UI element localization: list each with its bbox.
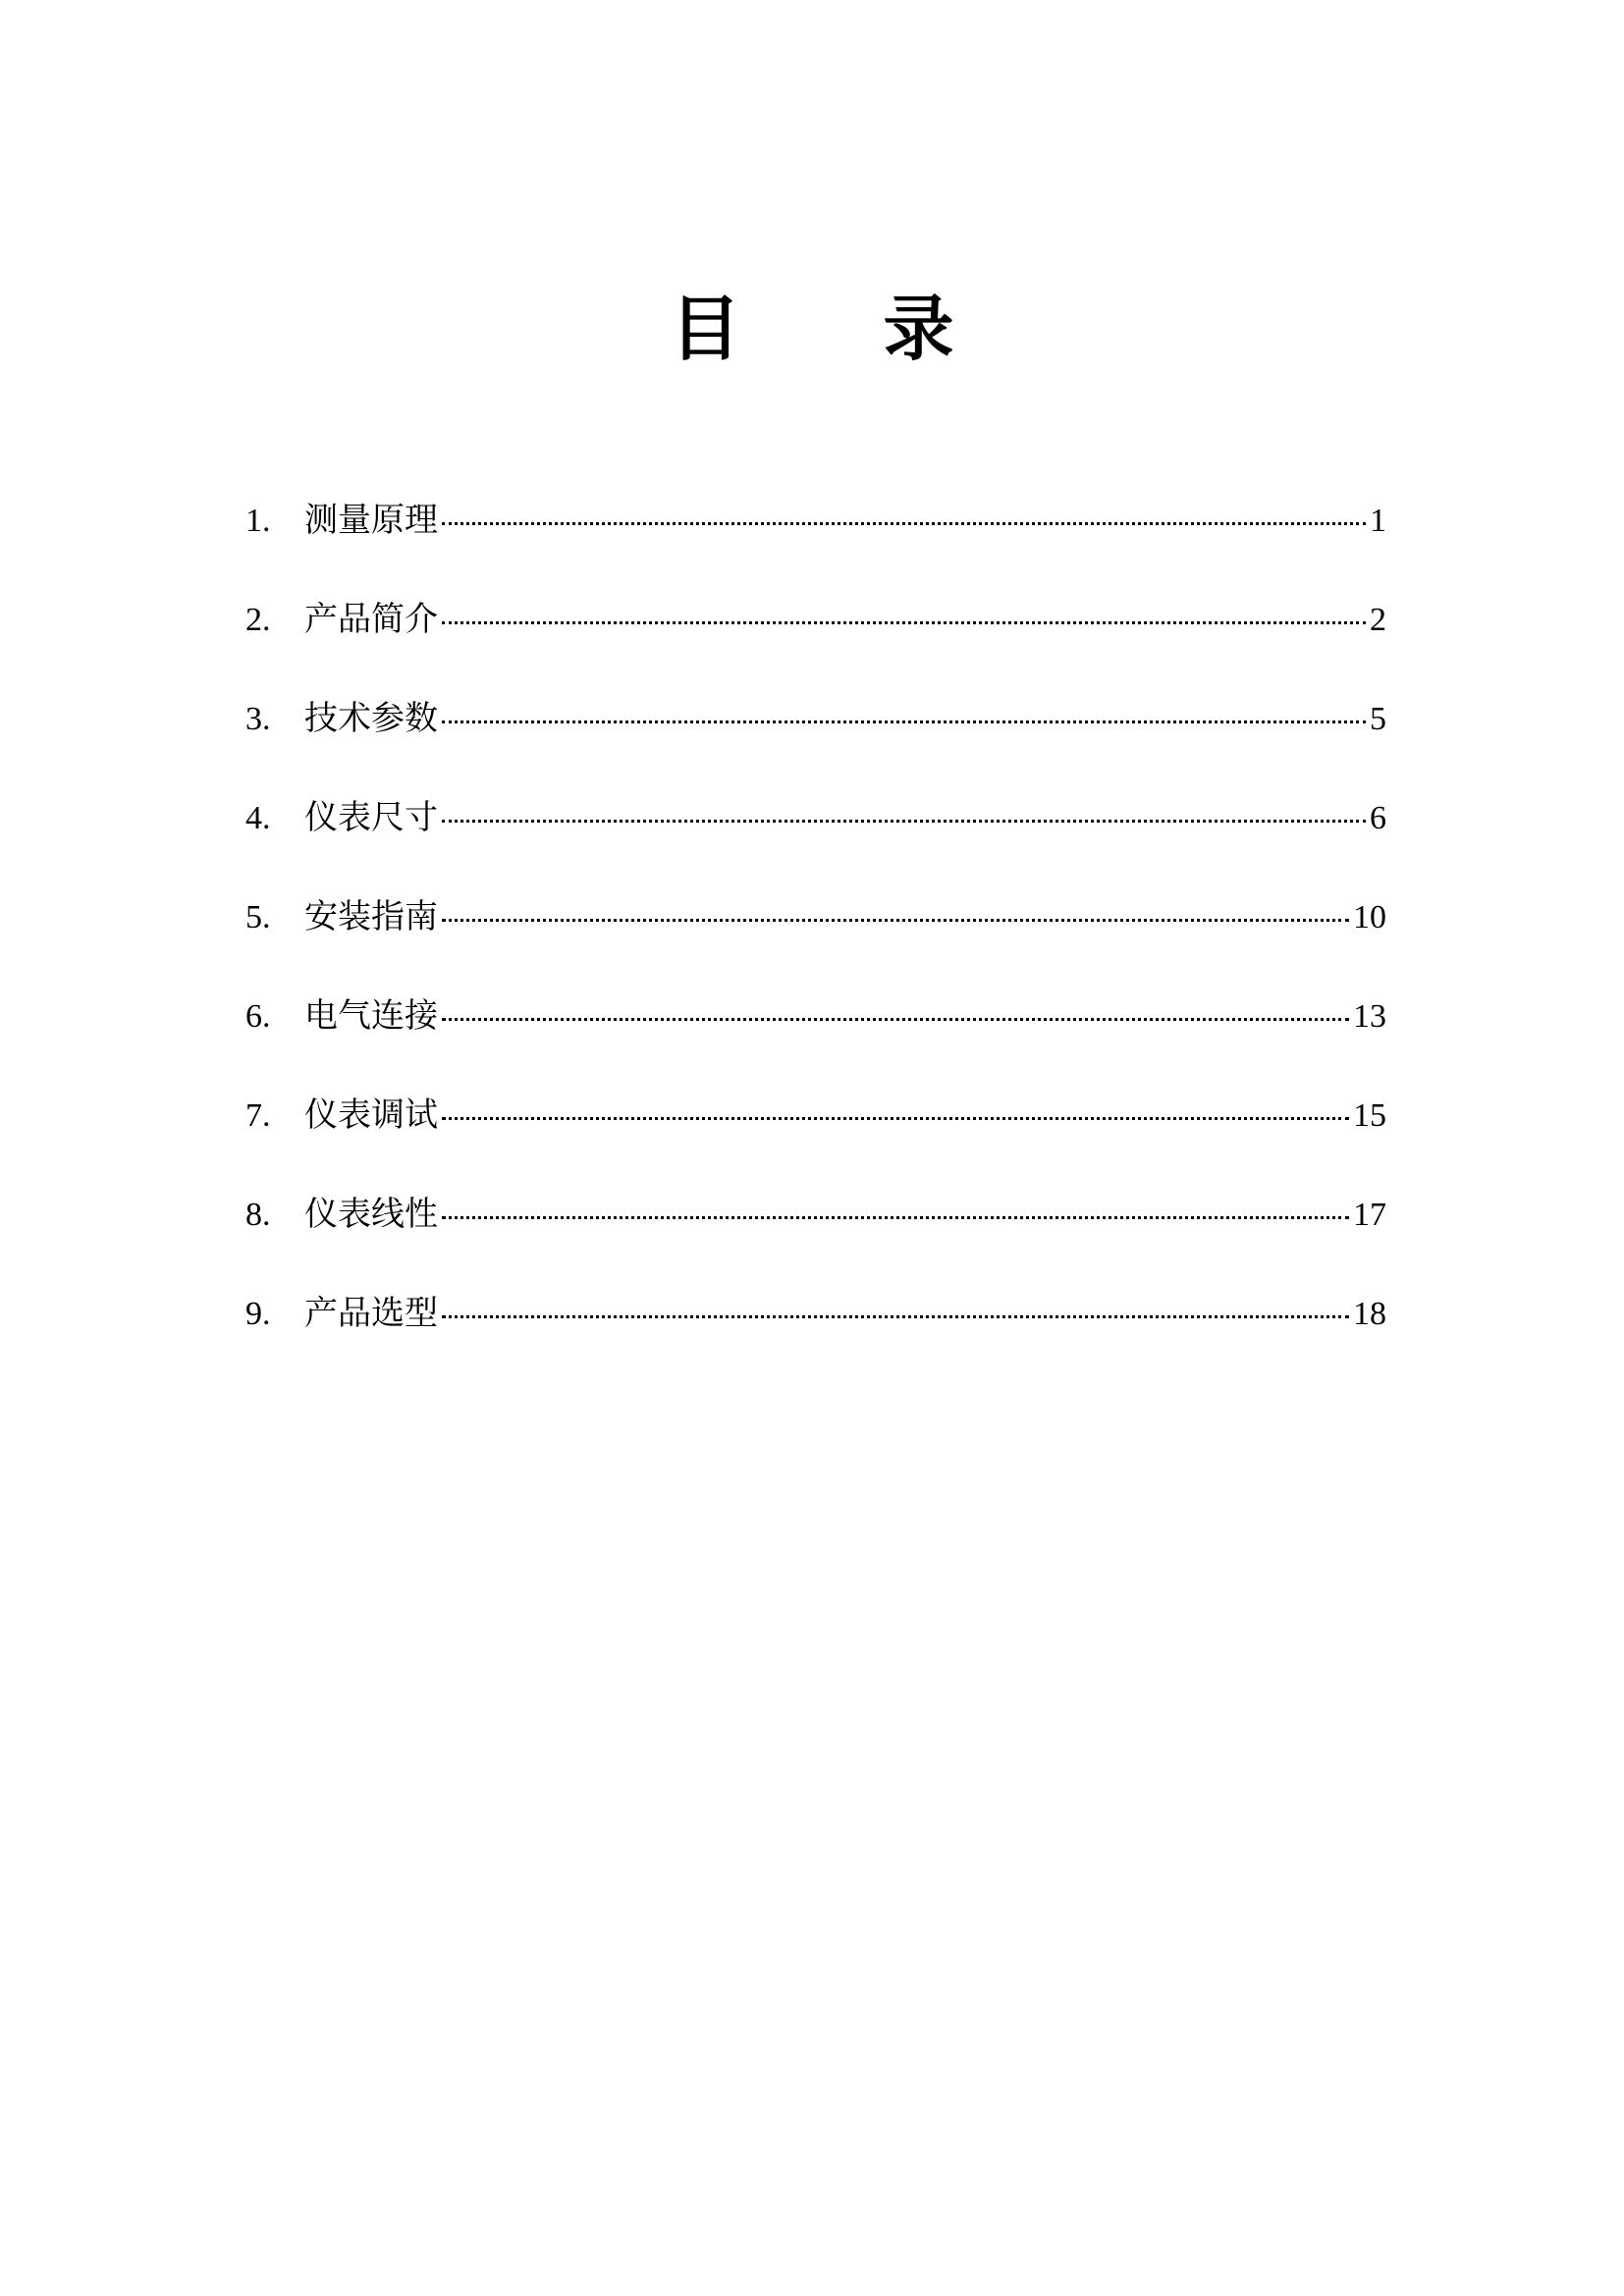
toc-entry-label: 安装指南 [304, 897, 438, 936]
toc-entry-label: 产品选型 [304, 1294, 438, 1333]
toc-dot-leader [442, 1315, 1349, 1318]
toc-list [245, 491, 1386, 1383]
toc-entry-number: 8. [245, 1197, 271, 1233]
toc-entry-page: 18 [1353, 1296, 1386, 1332]
toc-entry-page: 15 [1353, 1097, 1386, 1134]
toc-dot-leader [442, 1018, 1349, 1021]
toc-entry-3[interactable] [245, 689, 1386, 788]
toc-entry-page: 6 [1370, 800, 1386, 836]
toc-dot-leader [442, 721, 1366, 723]
toc-entry-number: 3. [245, 701, 271, 737]
toc-entry-page: 2 [1370, 602, 1386, 638]
toc-entry-label: 技术参数 [304, 699, 438, 738]
toc-entry-label: 产品简介 [304, 600, 438, 639]
toc-entry-page: 10 [1353, 899, 1386, 935]
toc-dot-leader [442, 919, 1349, 922]
toc-entry-label: 仪表线性 [304, 1195, 438, 1234]
toc-entry-label: 电气连接 [304, 996, 438, 1036]
toc-entry-label: 仪表调试 [304, 1095, 438, 1135]
toc-entry-number: 7. [245, 1097, 271, 1134]
toc-entry-label: 测量原理 [304, 501, 438, 540]
toc-entry-page: 13 [1353, 998, 1386, 1035]
toc-entry-page: 5 [1370, 701, 1386, 737]
toc-entry-8[interactable] [245, 1185, 1386, 1284]
toc-dot-leader [442, 1216, 1349, 1219]
toc-entry-2[interactable] [245, 590, 1386, 689]
toc-entry-7[interactable] [245, 1086, 1386, 1185]
toc-entry-6[interactable] [245, 987, 1386, 1086]
toc-entry-1[interactable] [245, 491, 1386, 590]
toc-entry-number: 6. [245, 998, 271, 1035]
toc-entry-number: 9. [245, 1296, 271, 1332]
toc-entry-number: 1. [245, 503, 271, 539]
toc-dot-leader [442, 820, 1366, 823]
toc-dot-leader [442, 621, 1366, 624]
toc-entry-label: 仪表尺寸 [304, 798, 438, 837]
toc-title: 目 录 [670, 288, 1013, 370]
toc-entry-number: 2. [245, 602, 271, 638]
toc-entry-page: 1 [1370, 503, 1386, 539]
toc-entry-page: 17 [1353, 1197, 1386, 1233]
toc-entry-4[interactable] [245, 788, 1386, 887]
toc-dot-leader [442, 522, 1366, 525]
toc-entry-5[interactable] [245, 887, 1386, 987]
toc-entry-number: 5. [245, 899, 271, 935]
toc-entry-number: 4. [245, 800, 271, 836]
toc-dot-leader [442, 1117, 1349, 1120]
toc-entry-9[interactable] [245, 1284, 1386, 1383]
